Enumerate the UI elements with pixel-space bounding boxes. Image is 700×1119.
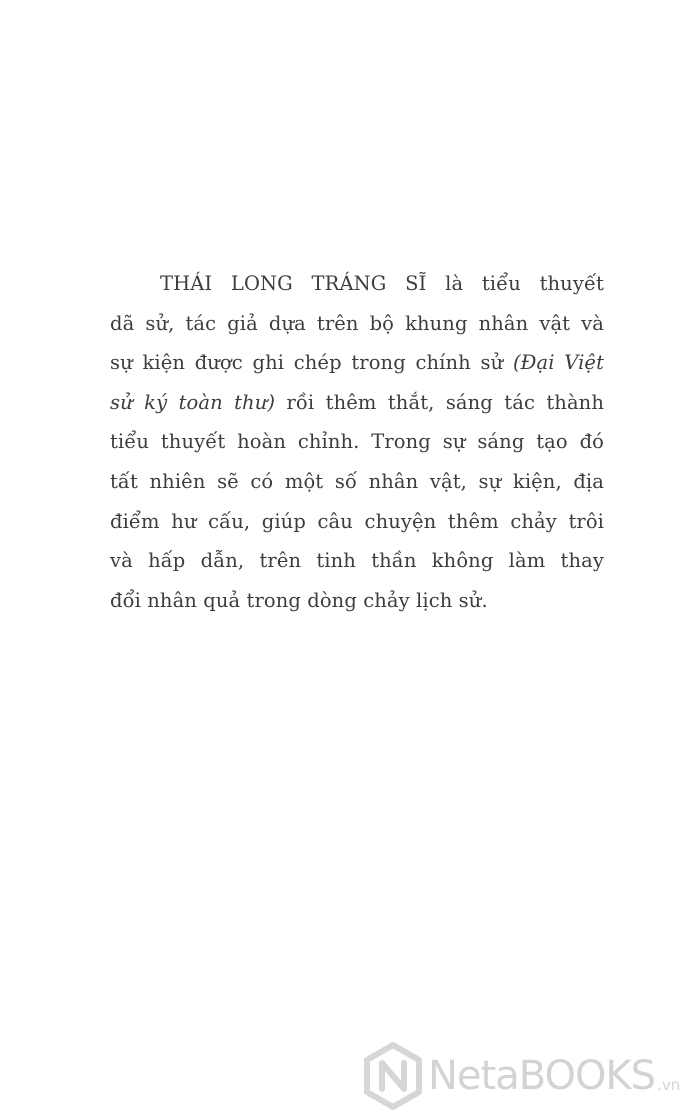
paragraph-line-6: tất nhiên sẽ có một số nhân vật, sự kiện, địa [110, 469, 604, 493]
paragraph [110, 264, 604, 620]
watermark [362, 1036, 700, 1116]
paragraph-line-3: sự kiện được ghi chép trong chính sử (Đại Việt [110, 351, 605, 375]
watermark-suffix: .vn [657, 1076, 681, 1094]
paragraph-line-8: và hấp dẫn, trên tinh thần không làm thay [110, 549, 604, 573]
paragraph-line-2: dã sử, tác giả dựa trên bộ khung nhân vật và [110, 311, 604, 335]
paragraph-line-4: sử ký toàn thư) rồi thêm thắt, sáng tác thành [110, 390, 604, 414]
netabooks-logo-icon [362, 1041, 424, 1111]
paragraph-line-9: đổi nhân quả trong dòng chảy lịch sử. [110, 588, 488, 612]
paragraph-line-5: tiểu thuyết hoàn chỉnh. Trong sự sáng tạo đó [110, 430, 604, 454]
paragraph-line-1: THÁI LONG TRÁNG SĨ là tiểu thuyết [160, 272, 604, 295]
paragraph-line-7: điểm hư cấu, giúp câu chuyện thêm chảy trôi [110, 509, 604, 533]
watermark-brand: NetaBOOKS [428, 1053, 656, 1099]
